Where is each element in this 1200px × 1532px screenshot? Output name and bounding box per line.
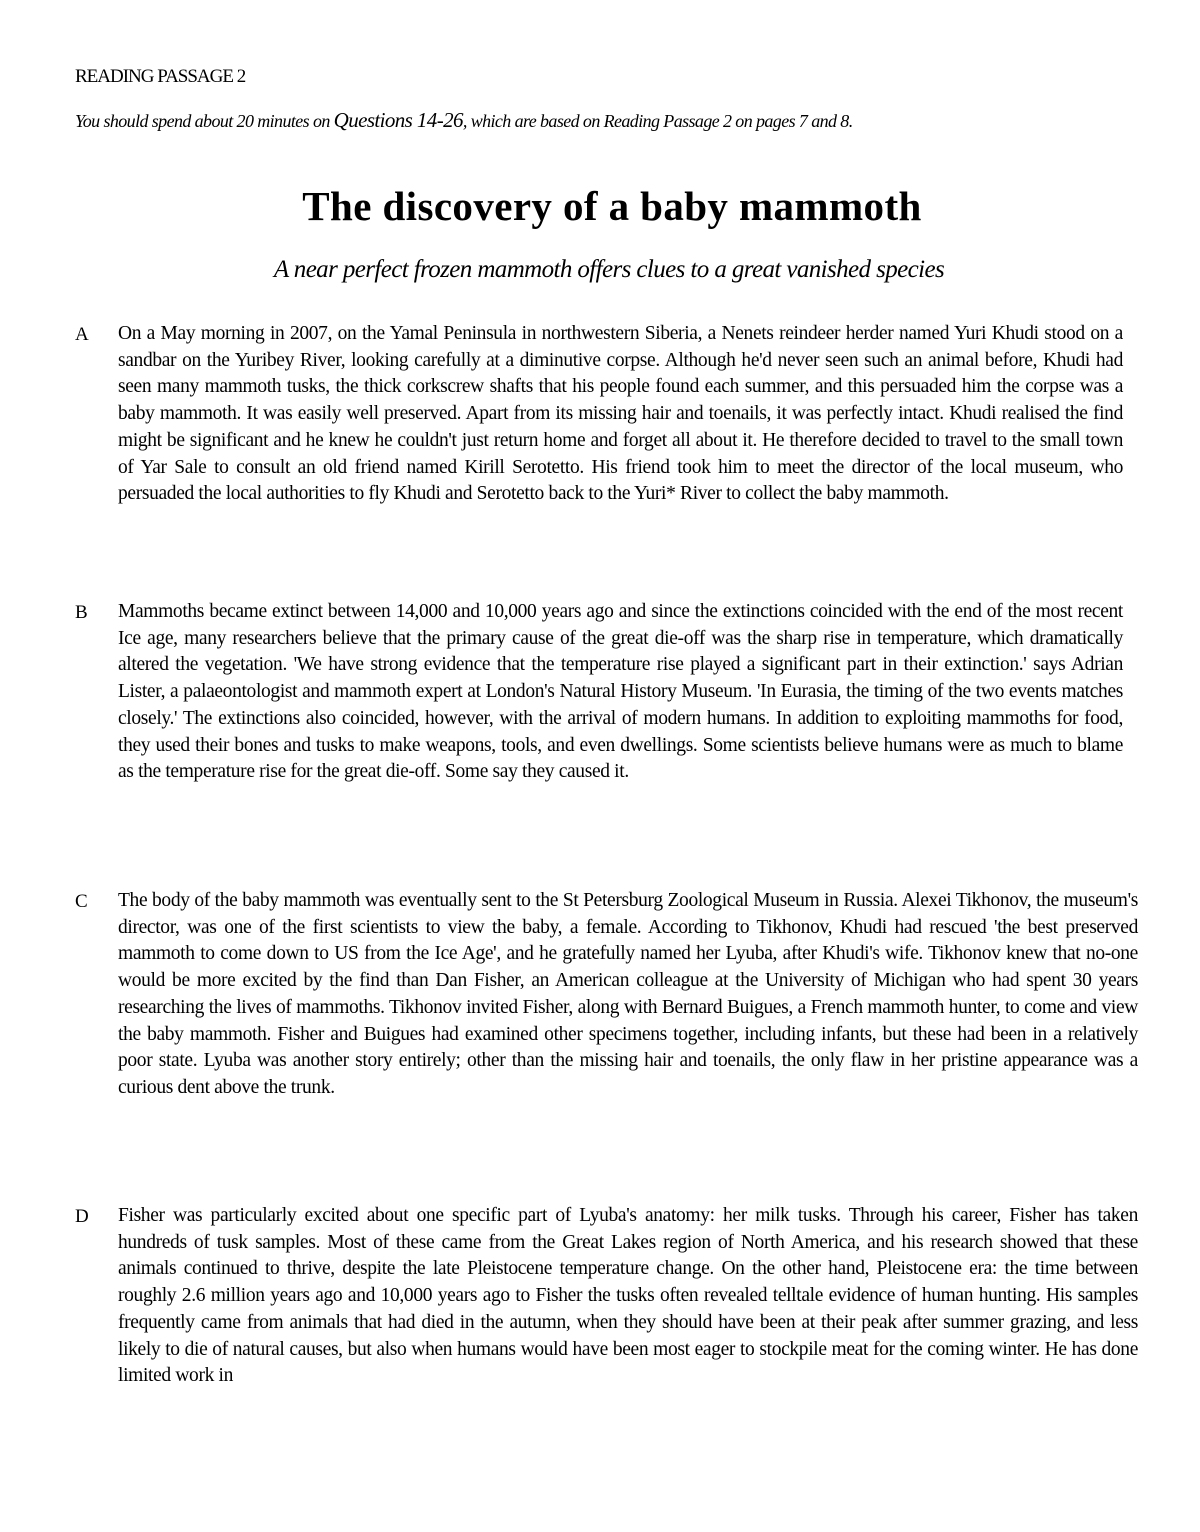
- article-title: The discovery of a baby mammoth: [302, 183, 922, 229]
- paragraph-letter: B: [75, 602, 88, 623]
- paragraph-letter: C: [75, 891, 88, 912]
- instructions-prefix: You should spend about 20 minutes on: [75, 111, 334, 131]
- paragraph-text: Fisher was particularly excited about one specific part of Lyuba's anatomy: her milk tusks. Through his career, Fisher has taken hundreds of tusk samples. Most of these came from the Great Lakes region of North America, and his research showed that these animals continued to thrive, despite the late Pleistocene temperature change. On the other hand, Pleistocene era: the time between roughly 2.6 million years ago and 10,000 years ago to Fisher the tusks often revealed telltale evidence of human hunting. His samples frequently came from animals that had died in the autumn, when they should have been at their peak after summer grazing, and less likely to die of natural causes, but also when humans would have been most eager to stockpile meat for the coming winter. He has done limited work in: [118, 1205, 1138, 1387]
- paragraph-text: Mammoths became extinct between 14,000 and 10,000 years ago and since the extinctions coincided with the end of the most recent Ice age, many researchers believe that the primary cause of the great die-off was the sharp rise in temperature, which dramatically altered the vegetation. 'We have strong evidence that the temperature rise played a significant part in their extinction.' says Adrian Lister, a palaeontologist and mammoth expert at London's Natural History Museum. 'In Eurasia, the timing of the two events matches closely.' The extinctions also coincided, however, with the arrival of modern humans. In addition to exploiting mammoths for food, they used their bones and tusks to make weapons, tools, and even dwellings. Some scientists believe humans were as much to blame as the temperature rise for the great die-off. Some say they caused it.: [118, 601, 1123, 783]
- article-subtitle: A near perfect frozen mammoth offers clues to a great vanished species: [273, 256, 945, 283]
- paragraph-letter: D: [75, 1206, 89, 1227]
- instructions-line: [75, 108, 853, 133]
- section-heading: READING PASSAGE 2: [75, 66, 246, 87]
- paragraph-letter: A: [75, 324, 89, 345]
- paragraph-text: The body of the baby mammoth was eventually sent to the St Petersburg Zoological Museum in Russia. Alexei Tikhonov, the museum's director, was one of the first scientists to view the baby, a female. According to Tikhonov, Khudi had rescued 'the best preserved mammoth to come down to US from the Ice Age', and he gratefully named her Lyuba, after Khudi's wife. Tikhonov knew that no-one would be more excited by the find than Dan Fisher, an American colleague at the University of Michigan who had spent 30 years researching the lives of mammoths. Tikhonov invited Fisher, along with Bernard Buigues, a French mammoth hunter, to come and view the baby mammoth. Fisher and Buigues had examined other specimens together, including infants, but these had been in a relatively poor state. Lyuba was another story entirely; other than the missing hair and toenails, the only flaw in her pristine appearance was a curious dent above the trunk.: [118, 890, 1138, 1098]
- instructions-question-range: Questions 14-26: [333, 108, 463, 132]
- paragraph-text: On a May morning in 2007, on the Yamal Peninsula in northwestern Siberia, a Nenets reindeer herder named Yuri Khudi stood on a sandbar on the Yuribey River, looking carefully at a diminutive corpse. Although he'd never seen such an animal before, Khudi had seen many mammoth tusks, the thick corkscrew shafts that his people found each summer, and this persuaded him the corpse was a baby mammoth. It was easily well preserved. Apart from its missing hair and toenails, it was perfectly intact. Khudi realised the find might be significant and he knew he couldn't just return home and forget all about it. He therefore decided to travel to the small town of Yar Sale to consult an old friend named Kirill Serotetto. His friend took him to meet the director of the local museum, who persuaded the local authorities to fly Khudi and Serotetto back to the Yuri* River to collect the baby mammoth.: [118, 323, 1123, 505]
- instructions-suffix: , which are based on Reading Passage 2 on pages 7 and 8.: [462, 111, 853, 131]
